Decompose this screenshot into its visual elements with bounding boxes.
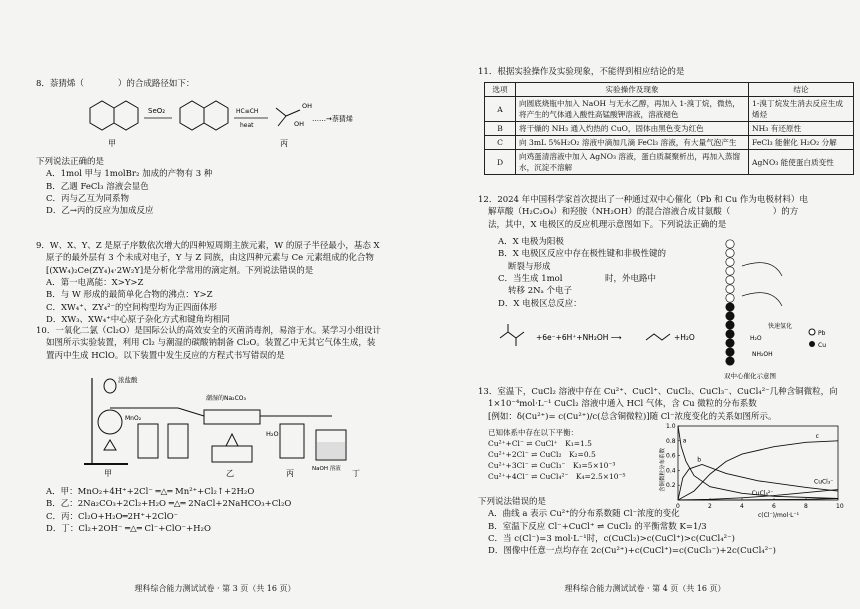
q13-stem-line: [例如：δ(Cu²⁺)= c(Cu²⁺)/c(总含铜微粒)]随 Cl⁻浓度变化的关系如图所示。: [488, 411, 777, 422]
q13-stem: [478, 386, 848, 423]
q9-option-c[interactable]: C．XW₄⁺、ZY₄²⁻的空间构型均为正四面体形: [46, 302, 218, 313]
q12-option-c[interactable]: C．当生成 1mol 时，外电路中: [498, 273, 657, 284]
q8-stem: 8．萘猜烯（ ）的合成路径如下：: [36, 79, 195, 89]
col-option: 选项: [485, 83, 516, 97]
y-tick-label: 0.8: [666, 437, 676, 445]
series-label: b: [697, 456, 702, 464]
q13-option-d[interactable]: D．图像中任意一点均存在 2c(Cu²⁺)+c(CuCl⁺)=c(CuCl₃⁻)+2c(CuCl₄²⁻): [488, 546, 776, 557]
burner: [104, 440, 116, 450]
heater: [212, 446, 252, 462]
electrode-spheres: [726, 240, 734, 365]
water-bottle: [280, 424, 304, 458]
label-jia: 甲: [108, 139, 116, 148]
reagent-heat: heat: [240, 122, 254, 129]
dropping-funnel: [104, 379, 116, 393]
oxalic-acid-skeleton: [500, 324, 524, 346]
table-row[interactable]: [485, 136, 854, 150]
q9-stem-line: 9．W、X、Y、Z 是原子序数依次增大的四种短周期主族元素，W 的原子半径最小，基态 X: [36, 241, 380, 251]
row-operation: 向鸡蛋清溶液中加入 AgNO₃ 溶液，蛋白质凝聚析出，再加入蒸馏水，沉淀不溶解: [516, 150, 749, 175]
right-page: [430, 0, 860, 609]
reagent-naoh: NaOH 溶液: [312, 466, 341, 472]
electrode-atom: [726, 276, 734, 284]
q8-option-d[interactable]: D．乙→丙的反应为加成反应: [46, 206, 154, 217]
q10-option-c[interactable]: C．丙：Cl₂O+H₂O═2H⁺+2ClO⁻: [46, 511, 179, 522]
legend-cu-label: Cu: [818, 342, 826, 349]
series-label: a: [682, 437, 687, 445]
legend-cu: [809, 341, 815, 347]
electrode-atom: [726, 294, 734, 302]
table-row[interactable]: [485, 122, 854, 136]
series-label: c: [815, 432, 819, 440]
legend-pb: [809, 329, 815, 335]
benzene-ring-a: [90, 101, 114, 130]
row-option: A: [485, 97, 516, 122]
electrode-atom: [726, 339, 734, 347]
q12-stem-line: 法，其中，X 电极区的反应机理示意图如下。下列说法正确的是: [488, 219, 727, 230]
q13-equilibria: [488, 428, 658, 482]
ring-c: [180, 101, 204, 130]
q8-ask: 下列说法正确的是: [36, 157, 105, 167]
q12-option-d[interactable]: D．X 电极区总反应：: [498, 298, 582, 309]
q12-option-b-cont: 断裂与形成: [508, 261, 551, 272]
q12-option-b[interactable]: B．X 电极区反应中存在极性键和非极性键的: [498, 249, 667, 260]
electrode-atom: [726, 330, 734, 338]
q10-options: [36, 486, 416, 535]
q13-option-b[interactable]: B．室温下反应 Cl⁻+CuCl⁺ ⇌ CuCl₂ 的平衡常数 K=1/3: [488, 521, 707, 532]
fig-h2o: H₂O: [750, 335, 762, 342]
reagent-h2o: H₂O: [266, 430, 279, 438]
round-flask: [98, 410, 122, 434]
benzene-ring-b: [114, 101, 138, 130]
x-tick-label: 0: [676, 503, 680, 510]
fig-label-fast-hydrogenation: 快速氢化: [768, 323, 793, 330]
q12-options: [488, 236, 698, 310]
equilibrium-2: Cu²⁺+2Cl⁻ ⇌ CuCl₂ K₂=0.5: [488, 449, 596, 459]
page-footer-3: 理科综合能力测试试卷 · 第 3 页（共 16 页）: [134, 584, 296, 594]
q12-stem: [478, 194, 848, 231]
electrode-atom: [726, 303, 734, 311]
label-jia: 甲: [104, 469, 112, 478]
row-operation: 将干燥的 NH₃ 通入灼热的 CuO，固体由黑色变为红色: [516, 122, 749, 136]
table-header: [485, 83, 854, 97]
glycine-skeleton: [646, 334, 670, 340]
row-option: D: [485, 150, 516, 175]
q12-option-a[interactable]: A．X 电极为阳极: [498, 237, 564, 247]
q12-reaction-equation: [496, 316, 696, 356]
col-conclusion: 结论: [749, 83, 854, 97]
electrode-atom: [726, 357, 734, 365]
label-ding: 丁: [352, 469, 360, 478]
q10-option-a[interactable]: A．甲：MnO₂+4H⁺+2Cl⁻ ═△═ Mn²⁺+Cl₂↑+2H₂O: [46, 487, 255, 497]
row-option: C: [485, 136, 516, 150]
q9-option-a[interactable]: A．第一电离能：X>Y>Z: [46, 277, 144, 288]
q12-option-c-cont: 转移 2Nₐ 个电子: [508, 286, 573, 297]
y-axis-label: 含铜微粒分布系数: [660, 447, 666, 492]
row-option: B: [485, 122, 516, 136]
q10-apparatus: [80, 372, 380, 480]
q12-stem-line: 12．2024 年中国科学家首次提出了一种通过双中心催化（Pb 和 Cu 作为电极材料）电: [478, 195, 808, 205]
fig-nh2oh: NH₂OH: [752, 351, 773, 358]
beaker-liquid: [317, 442, 345, 459]
tube-3: [178, 408, 204, 416]
y-tick-label: 0.2: [666, 482, 676, 490]
q12-stem-line: 解草酸（H₂C₂O₄）和羟胺（NH₂OH）的混合溶液合成甘氨酸（ ）的方: [488, 207, 799, 218]
row-operation: 向 3mL 5%H₂O₂ 溶液中滴加几滴 FeCl₃ 溶液，有大量气泡产生: [516, 136, 749, 150]
y-tick-label: 0.6: [666, 452, 676, 460]
q13-stem-line: 13．室温下，CuCl₂ 溶液中存在 Cu²⁺、CuCl⁺、CuCl₂、CuCl₃⁻、CuCl₄²⁻几种含铜微粒，向: [478, 387, 838, 397]
heater-flame: [226, 434, 238, 446]
wash-bottle-1: [138, 424, 158, 458]
electrode-atom: [726, 249, 734, 257]
q13-known: 已知体系中存在以下平衡：: [488, 428, 578, 437]
q13-stem-line: 1×10⁻⁴mol·L⁻¹ CuCl₂ 溶液中通入 HCl 气体，含 Cu 微粒的分布系数: [488, 399, 757, 410]
reagent-conc-hcl: 浓盐酸: [118, 376, 138, 384]
q8-option-c[interactable]: C．丙与乙互为同系物: [46, 193, 130, 204]
ring-d: [204, 101, 228, 130]
electrode-atom: [726, 348, 734, 356]
label-yi: 乙: [226, 469, 234, 478]
fig-caption: 双中心催化示意图: [724, 372, 776, 380]
equilibrium-4: Cu²⁺+4Cl⁻ ⇌ CuCl₄²⁻ K₄=2.5×10⁻⁵: [488, 471, 626, 481]
q10-block: [36, 325, 416, 362]
series-line-1: [678, 426, 838, 499]
q11-stem: 11．根据实验操作及实验现象，不能得到相应结论的是: [478, 67, 685, 77]
q9-stem-line: [(XW₄)₂Ce(ZY₄)₄·2W₂Y]是分析化学常用的滴定剂。下列说法错误的是: [46, 265, 314, 276]
row-conclusion: NH₃ 有还原性: [749, 122, 854, 136]
electrode-atom: [726, 321, 734, 329]
reagent-seo2: SeO₂: [148, 107, 166, 115]
q8-body: [36, 156, 416, 218]
y-tick-label: 1.0: [666, 423, 676, 430]
q13-ask: 下列说法错误的是: [478, 497, 547, 507]
col-operation: 实验操作及现象: [516, 83, 749, 97]
product-text: +H₂O: [674, 333, 695, 342]
q12-catalysis-diagram: [692, 236, 842, 382]
electrode-atom: [726, 312, 734, 320]
page-footer-4: 理科综合能力测试试卷 · 第 4 页（共 16 页）: [564, 584, 726, 594]
reaction-tube: [204, 410, 260, 424]
electrode-atom: [726, 267, 734, 275]
series-label: CuCl₄²⁻: [751, 489, 774, 497]
reagent-hcch: HC≡CH: [236, 108, 259, 115]
q9-block: [36, 240, 416, 326]
y-tick-label: 0.4: [666, 467, 676, 475]
x-tick-label: 6: [772, 503, 776, 510]
equilibrium-3: Cu²⁺+3Cl⁻ ⇌ CuCl₃⁻ K₃=5×10⁻³: [488, 460, 616, 470]
oh-1: OH: [302, 102, 313, 110]
q13-option-a[interactable]: A．曲线 a 表示 Cu²⁺的分布系数随 Cl⁻浓度的变化: [488, 509, 680, 520]
to-target: ……→萘猜烯: [312, 115, 353, 123]
q8-option-a[interactable]: A．1mol 甲与 1molBr₂ 加成的产物有 3 种: [46, 169, 213, 180]
q10-stem-line: 10．一氧化二氯（Cl₂O）是国际公认的高效安全的灭菌消毒剂，易溶于水。某学习小组设计: [36, 326, 381, 336]
q10-stem-line: 置丙中生成 HClO。以下装置中发生反应的方程式书写错误的是: [46, 350, 285, 361]
row-conclusion: FeCl₃ 能催化 H₂O₂ 分解: [749, 136, 854, 150]
reagent-mno2: MnO₂: [125, 415, 142, 422]
row-conclusion: 1-溴丁烷发生消去反应生成烯烃: [749, 97, 854, 122]
legend-pb-label: Pb: [818, 330, 826, 337]
table-row[interactable]: [485, 150, 854, 175]
oh-2: OH: [294, 120, 305, 128]
flow-arrow: [742, 293, 782, 306]
reaction-text: +6e⁻+6H⁺+NH₂OH ⟶: [536, 333, 622, 342]
row-conclusion: AgNO₃ 能使蛋白质变性: [749, 150, 854, 175]
table-row[interactable]: [485, 97, 854, 122]
series-label: CuCl₃⁻: [814, 478, 834, 486]
x-axis-label: c(Cl⁻)/mol·L⁻¹: [758, 512, 800, 519]
row-operation: 向圆底烧瓶中加入 NaOH 与无水乙醇，再加入 1-溴丁烷，微热，将产生的气体通入酸性高锰酸钾溶液，溶液褪色: [516, 97, 749, 122]
x-tick-label: 4: [740, 503, 744, 510]
q13-option-c[interactable]: C．当 c(Cl⁻)=3 mol·L⁻¹时，c(CuCl₂)>c(CuCl⁺)>c(CuCl₄²⁻): [488, 533, 735, 544]
q8-option-b[interactable]: B．乙遇 FeCl₃ 溶液会显色: [46, 181, 149, 192]
q10-option-b[interactable]: B．乙：2Na₂CO₃+2Cl₂+H₂O ═△═ 2NaCl+2NaHCO₃+Cl₂O: [46, 499, 292, 510]
wash-bottle-2: [168, 424, 188, 458]
label-bing: 丙: [286, 469, 294, 478]
q13-options: [478, 496, 848, 558]
q9-option-d[interactable]: D．XW₃、XW₄⁺中心原子杂化方式和键角均相同: [46, 314, 230, 325]
equilibrium-1: Cu²⁺+Cl⁻ ⇌ CuCl⁺ K₁=1.5: [488, 438, 592, 448]
flow-arrow: [742, 263, 782, 276]
electrode-atom: [726, 258, 734, 266]
reagent-na2co3: 潮湿的Na₂CO₃: [206, 395, 246, 402]
label-bing: 丙: [280, 139, 288, 148]
x-tick-label: 10: [836, 503, 844, 510]
q9-option-b[interactable]: B．与 W 形成的最简单化合物的沸点：Y>Z: [46, 290, 213, 301]
q8-synthesis-route: [72, 96, 372, 154]
electrode-atom: [726, 285, 734, 293]
x-tick-label: 8: [804, 503, 808, 510]
q11-table: [484, 82, 854, 175]
x-tick-label: 2: [708, 503, 712, 510]
q9-stem-line: 原子的最外层有 3 个未成对电子，Y 与 Z 同族，由这四种元素与 Ce 元素组成的化合物: [46, 253, 374, 264]
electrode-atom: [726, 240, 734, 248]
q10-stem-line: 如图所示实验装置，利用 Cl₂ 与潮湿的碳酸钠制备 Cl₂O。装置乙中无其它气体生成，装: [46, 338, 376, 349]
q10-option-d[interactable]: D．丁：Cl₂+2OH⁻ ═△═ Cl⁻+ClO⁻+H₂O: [46, 523, 211, 534]
